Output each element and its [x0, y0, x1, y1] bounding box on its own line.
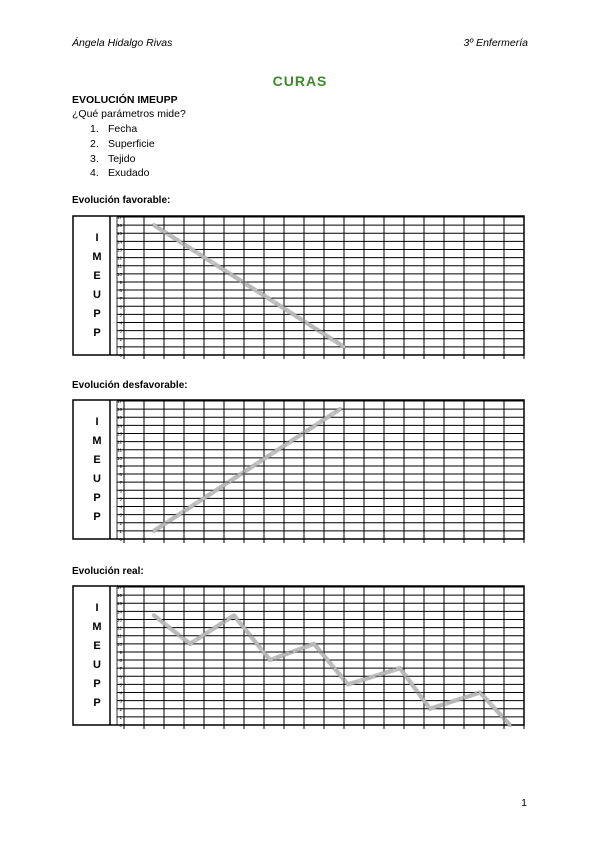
y-tick-label: 7	[119, 480, 122, 486]
y-tick-label: 0	[119, 723, 122, 728]
y-tick-label: 2	[119, 520, 122, 526]
data-point	[479, 691, 481, 693]
y-tick-label: 4	[119, 504, 122, 510]
data-point	[339, 408, 341, 410]
y-tick-label: 11	[117, 447, 122, 453]
data-point	[429, 708, 431, 710]
y-tick-label: 16	[116, 593, 122, 599]
y-tick-label: 14	[116, 423, 122, 429]
y-tick-label: 13	[116, 247, 122, 253]
y-axis-letter: I	[95, 416, 99, 428]
data-point	[269, 659, 271, 661]
y-tick-label: 5	[119, 682, 122, 688]
list-item-label: Superficie	[108, 137, 155, 150]
list-item-number: 4.	[90, 167, 99, 180]
y-axis-letter: P	[93, 678, 101, 690]
y-tick-label: 16	[116, 223, 122, 229]
header-course: 3º Enfermería	[463, 37, 528, 49]
chart-title-favorable: Evolución favorable:	[72, 195, 171, 206]
y-axis-letter: P	[93, 697, 101, 709]
list-item-number: 3.	[90, 152, 99, 165]
y-tick-label: 1	[119, 528, 122, 534]
chart-title-real: Evolución real:	[72, 566, 144, 577]
y-tick-label: 9	[119, 463, 122, 469]
y-axis-letter: I	[95, 232, 99, 244]
y-axis-letter: I	[95, 602, 99, 614]
y-tick-label: 15	[116, 601, 122, 607]
data-point	[313, 643, 315, 645]
parameter-list	[90, 122, 155, 181]
chart-frame	[73, 216, 524, 355]
y-axis-letter: E	[93, 454, 101, 466]
data-point	[399, 667, 401, 669]
section-heading: EVOLUCIÓN IMEUPP	[72, 94, 178, 106]
list-item	[90, 152, 155, 167]
list-item-label: Tejido	[108, 152, 136, 165]
y-tick-label: 10	[116, 641, 122, 647]
y-tick-label: 12	[116, 255, 122, 261]
y-tick-label: 11	[117, 263, 122, 269]
y-tick-label: 8	[119, 472, 122, 478]
list-item-label: Exudado	[108, 167, 150, 180]
page-number: 1	[521, 797, 527, 809]
y-tick-label: 1	[119, 714, 122, 720]
y-tick-label: 15	[116, 231, 122, 237]
chart-title-unfavorable: Evolución desfavorable:	[72, 380, 188, 391]
y-axis-letter: P	[93, 511, 101, 523]
y-axis-letter: U	[93, 473, 101, 485]
y-tick-label: 14	[116, 609, 122, 615]
y-tick-label: 6	[119, 488, 122, 494]
y-axis-letter: P	[93, 308, 101, 320]
y-tick-label: 2	[119, 336, 122, 342]
y-tick-label: 17	[116, 399, 122, 404]
y-tick-label: 7	[119, 666, 122, 672]
y-tick-label: 10	[116, 271, 122, 277]
y-tick-label: 11	[117, 633, 122, 639]
data-point	[153, 530, 155, 532]
question-text: ¿Qué parámetros mide?	[72, 108, 186, 120]
y-tick-label: 10	[116, 455, 122, 461]
y-tick-label: 0	[119, 353, 122, 358]
y-tick-label: 12	[116, 439, 122, 445]
y-tick-label: 4	[119, 320, 122, 326]
y-tick-label: 4	[119, 690, 122, 696]
y-tick-label: 17	[116, 215, 122, 220]
y-tick-label: 3	[119, 328, 122, 334]
y-tick-label: 12	[116, 625, 122, 631]
y-axis-letter: M	[92, 251, 102, 263]
y-axis-letter: P	[93, 492, 101, 504]
y-tick-label: 9	[119, 279, 122, 285]
header-author: Ángela Hidalgo Rivas	[72, 37, 173, 49]
y-tick-label: 8	[119, 288, 122, 294]
y-tick-label: 0	[119, 537, 122, 542]
data-point	[189, 643, 191, 645]
y-tick-label: 13	[116, 617, 122, 623]
list-item	[90, 137, 155, 152]
chart-frame	[73, 400, 524, 539]
chart-real	[72, 585, 528, 730]
y-tick-label: 17	[116, 585, 122, 590]
list-item-label: Fecha	[108, 123, 138, 135]
y-tick-label: 3	[119, 698, 122, 704]
chart-unfavorable	[72, 399, 528, 544]
list-item-number: 1.	[90, 123, 99, 135]
y-axis-letter: U	[93, 659, 101, 671]
y-axis-letter: E	[93, 270, 101, 282]
y-tick-label: 2	[119, 706, 122, 712]
data-point	[233, 614, 235, 616]
y-tick-label: 5	[119, 312, 122, 318]
y-tick-label: 14	[116, 239, 122, 245]
y-tick-label: 7	[119, 296, 122, 302]
data-point	[153, 614, 155, 616]
y-axis-letter: M	[92, 435, 102, 447]
y-axis-letter: P	[93, 327, 101, 339]
list-item	[90, 122, 155, 137]
data-point	[509, 724, 511, 726]
data-point	[153, 224, 155, 226]
list-item	[90, 166, 155, 181]
data-point	[347, 683, 349, 685]
y-tick-label: 3	[119, 512, 122, 518]
page-title: CURAS	[272, 73, 328, 89]
chart-frame	[73, 586, 524, 725]
y-tick-label: 8	[119, 658, 122, 664]
y-tick-label: 6	[119, 674, 122, 680]
y-tick-label: 15	[116, 415, 122, 421]
y-tick-label: 16	[116, 407, 122, 413]
data-point	[343, 346, 345, 348]
y-tick-label: 5	[119, 496, 122, 502]
y-axis-letter: U	[93, 289, 101, 301]
y-tick-label: 9	[119, 649, 122, 655]
y-tick-label: 13	[116, 431, 122, 437]
y-axis-letter: E	[93, 640, 101, 652]
y-tick-label: 6	[119, 304, 122, 310]
y-tick-label: 1	[119, 344, 122, 350]
chart-favorable	[72, 215, 528, 360]
list-item-number: 2.	[90, 137, 99, 150]
y-axis-letter: M	[92, 621, 102, 633]
